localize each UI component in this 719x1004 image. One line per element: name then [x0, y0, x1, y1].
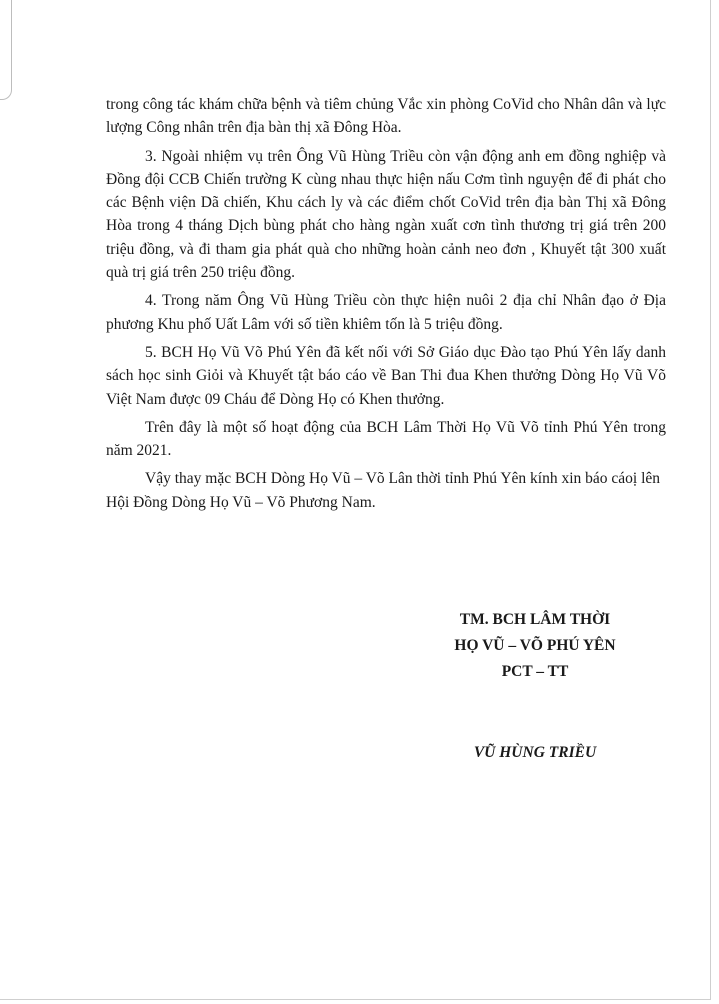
- document-body: [106, 93, 666, 519]
- paragraph-item-5: 5. BCH Họ Vũ Võ Phú Yên đã kết nối với Sở Giáo dục Đào tạo Phú Yên lấy danh sách học sinh Giỏi và Khuyết tật báo cáo về Ban Thi đua Khen thưởng Dòng Họ Vũ Võ Việt Nam được 09 Cháu để Dòng Họ có Khen thưởng.: [106, 343, 666, 408]
- signature-org-line: TM. BCH LÂM THỜI: [459, 611, 611, 628]
- paragraph-item-4: 4. Trong năm Ông Vũ Hùng Triều còn thực hiện nuôi 2 địa chỉ Nhân đạo ở Địa phương Khu phố Uất Lâm với số tiền khiêm tốn là 5 triệu đồng.: [106, 292, 666, 333]
- paragraph-summary: Trên đây là một số hoạt động của BCH Lâm Thời Họ Vũ Võ tỉnh Phú Yên trong năm 2021.: [106, 418, 666, 460]
- signature-block: [420, 607, 650, 685]
- signature-position-line: PCT – TT: [501, 663, 569, 680]
- signature-family-line: HỌ VŨ – VÕ PHÚ YÊN: [454, 637, 616, 654]
- paragraph-closing: Vậy thay mặc BCH Dòng Họ Vũ – Võ Lân thời tỉnh Phú Yên kính xin báo cáoị lên Hội Đồng Dòng Họ Vũ – Võ Phương Nam.: [106, 470, 661, 511]
- paragraph-item-3: 3. Ngoài nhiệm vụ trên Ông Vũ Hùng Triều còn vận động anh em đồng nghiệp và Đồng đội CCB Chiến trường K cùng nhau thực hiện nấu Cơm tình nguyện để đi phát cho các Bệnh viện Dã chiến, Khu cách ly và các điểm chốt CoVid trên địa bàn Thị xã Đông Hòa trong 4 tháng Dịch bùng phát cho hàng ngàn xuất cơn tình thương trị giá trên 200 triệu đồng, và đi tham gia phát quà cho những hoàn cảnh neo đơn , Khuyết tật 300 xuất quà trị giá trên 250 triệu đồng.: [106, 147, 666, 282]
- paragraph-continuation: trong công tác khám chữa bệnh và tiêm chủng Vắc xin phòng CoVid cho Nhân dân và lực lượng Công nhân trên địa bàn thị xã Đông Hòa.: [106, 96, 666, 137]
- page-corner-mark: [0, 0, 12, 100]
- signer-name: VŨ HÙNG TRIỀU: [473, 744, 597, 761]
